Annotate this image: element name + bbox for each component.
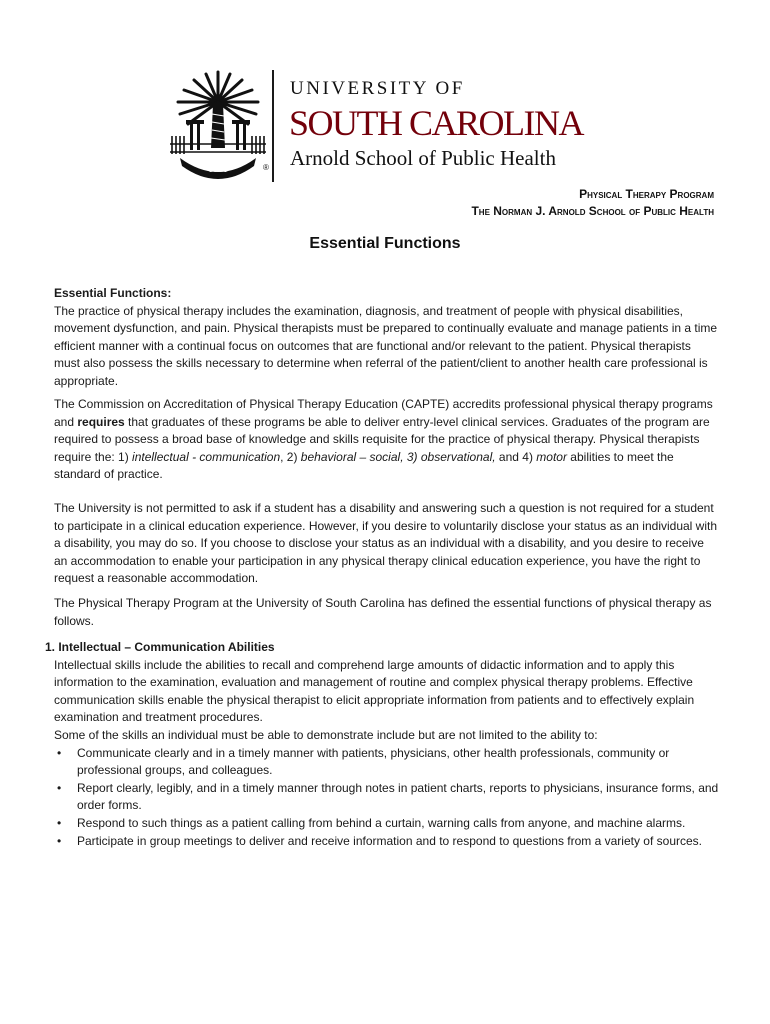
south-carolina-text: SOUTH CAROLINA — [289, 103, 583, 143]
capte-section — [54, 396, 718, 484]
capte-requires: requires — [77, 414, 125, 429]
intro-section — [54, 285, 718, 391]
bullet-icon: • — [57, 833, 62, 848]
intro-heading: Essential Functions: — [54, 286, 172, 300]
bullet-text: Communicate clearly and in a timely manner with patients, physicians, other health professionals, community or professional groups, and colleagues. — [77, 745, 670, 778]
logo-divider — [272, 70, 274, 182]
section-1-lead: Some of the skills an individual must be able to demonstrate include but are not limited to the ability to: — [54, 727, 598, 742]
section-1-body: Intellectual skills include the abilities to recall and comprehend large amounts of didactic information and to apply this information to the examination, evaluation and management of routine and complex physical therapy problems. Effective communication skills enable the physical therapist to elicit appropriate information from patients and to effectively explain examination and treatment procedures. — [54, 657, 695, 725]
capte-text-3: , 2) — [280, 449, 301, 464]
capte-behavioral: behavioral – social, 3) observational, — [300, 449, 496, 464]
list-item — [54, 780, 719, 815]
list-item — [54, 815, 719, 833]
intro-paragraph: The practice of physical therapy includes the examination, diagnosis, and treatment of people with physical disabilities, movement dysfunction, and pain. Physical therapists must be prepared to continually evaluate and manage patients in a time efficient manner with a continual focus on outcomes that are functional and/or relevant to the patient. Physical therapists must also possess the skills necessary to determine when referral of the patient/client to another health care professional is appropriate. — [54, 303, 718, 388]
program-line-2: The Norman J. Arnold School of Public Health — [471, 204, 714, 218]
disability-paragraph: The University is not permitted to ask if a student has a disability and answering such a question is not required for a student to participate in a clinical education experience. However, if you desire to voluntarily disclose your status as an individual with a disability, you may do so. If you choose to disclose your status as an individual with a disability, and you desire to receive an accommodation to enable your participation in any physical therapy clinical education experience, you have the right to request a reasonable accommodation. — [54, 501, 718, 586]
capte-intellectual: intellectual - communication — [132, 449, 281, 464]
program-line-1: Physical Therapy Program — [579, 187, 714, 201]
section-1-bullets — [45, 745, 719, 851]
university-of-text: UNIVERSITY OF — [290, 78, 465, 99]
bullet-text: Participate in group meetings to deliver and receive information and to respond to questions from a variety of sources. — [77, 833, 703, 848]
bullet-text: Respond to such things as a patient calling from behind a curtain, warning calls from anyone, and machine alarms. — [77, 815, 686, 830]
university-logo — [166, 68, 606, 186]
capte-paragraph — [54, 396, 718, 484]
capte-motor: motor — [536, 449, 567, 464]
defined-section — [54, 595, 718, 630]
section-1-title: 1. Intellectual – Communication Abilities — [45, 640, 275, 654]
defined-paragraph: The Physical Therapy Program at the University of South Carolina has defined the essential functions of physical therapy as follows. — [54, 596, 712, 628]
list-item — [54, 745, 719, 780]
page-title: Essential Functions — [309, 235, 461, 252]
palmetto-seal-icon — [166, 68, 270, 184]
disability-section — [54, 500, 718, 588]
section-intellectual-communication — [45, 639, 719, 850]
bullet-text: Report clearly, legibly, and in a timely manner through notes in patient charts, reports to physicians, insurance forms, and order forms. — [77, 780, 719, 813]
registered-mark: ® — [263, 163, 269, 172]
bullet-icon: • — [57, 745, 62, 760]
school-name-text: Arnold School of Public Health — [290, 146, 556, 170]
program-heading — [471, 186, 714, 220]
capte-text-5: abilities to meet the standard of practice. — [54, 449, 674, 482]
bullet-icon: • — [57, 815, 62, 830]
seal-year: 1801 — [208, 164, 228, 175]
capte-text-1: The Commission on Accreditation of Physical Therapy Education (CAPTE) accredits professional physical therapy programs and — [54, 397, 713, 429]
list-item — [54, 833, 719, 851]
capte-text-2: that graduates of these programs be able to deliver entry-level clinical services. Graduates of the program are required to possess a broad base of knowledge and skills requisite for the practice of physical therapy. Physical therapists require the: 1) — [54, 414, 710, 464]
capte-text-4: and 4) — [495, 449, 537, 464]
bullet-icon: • — [57, 780, 62, 795]
